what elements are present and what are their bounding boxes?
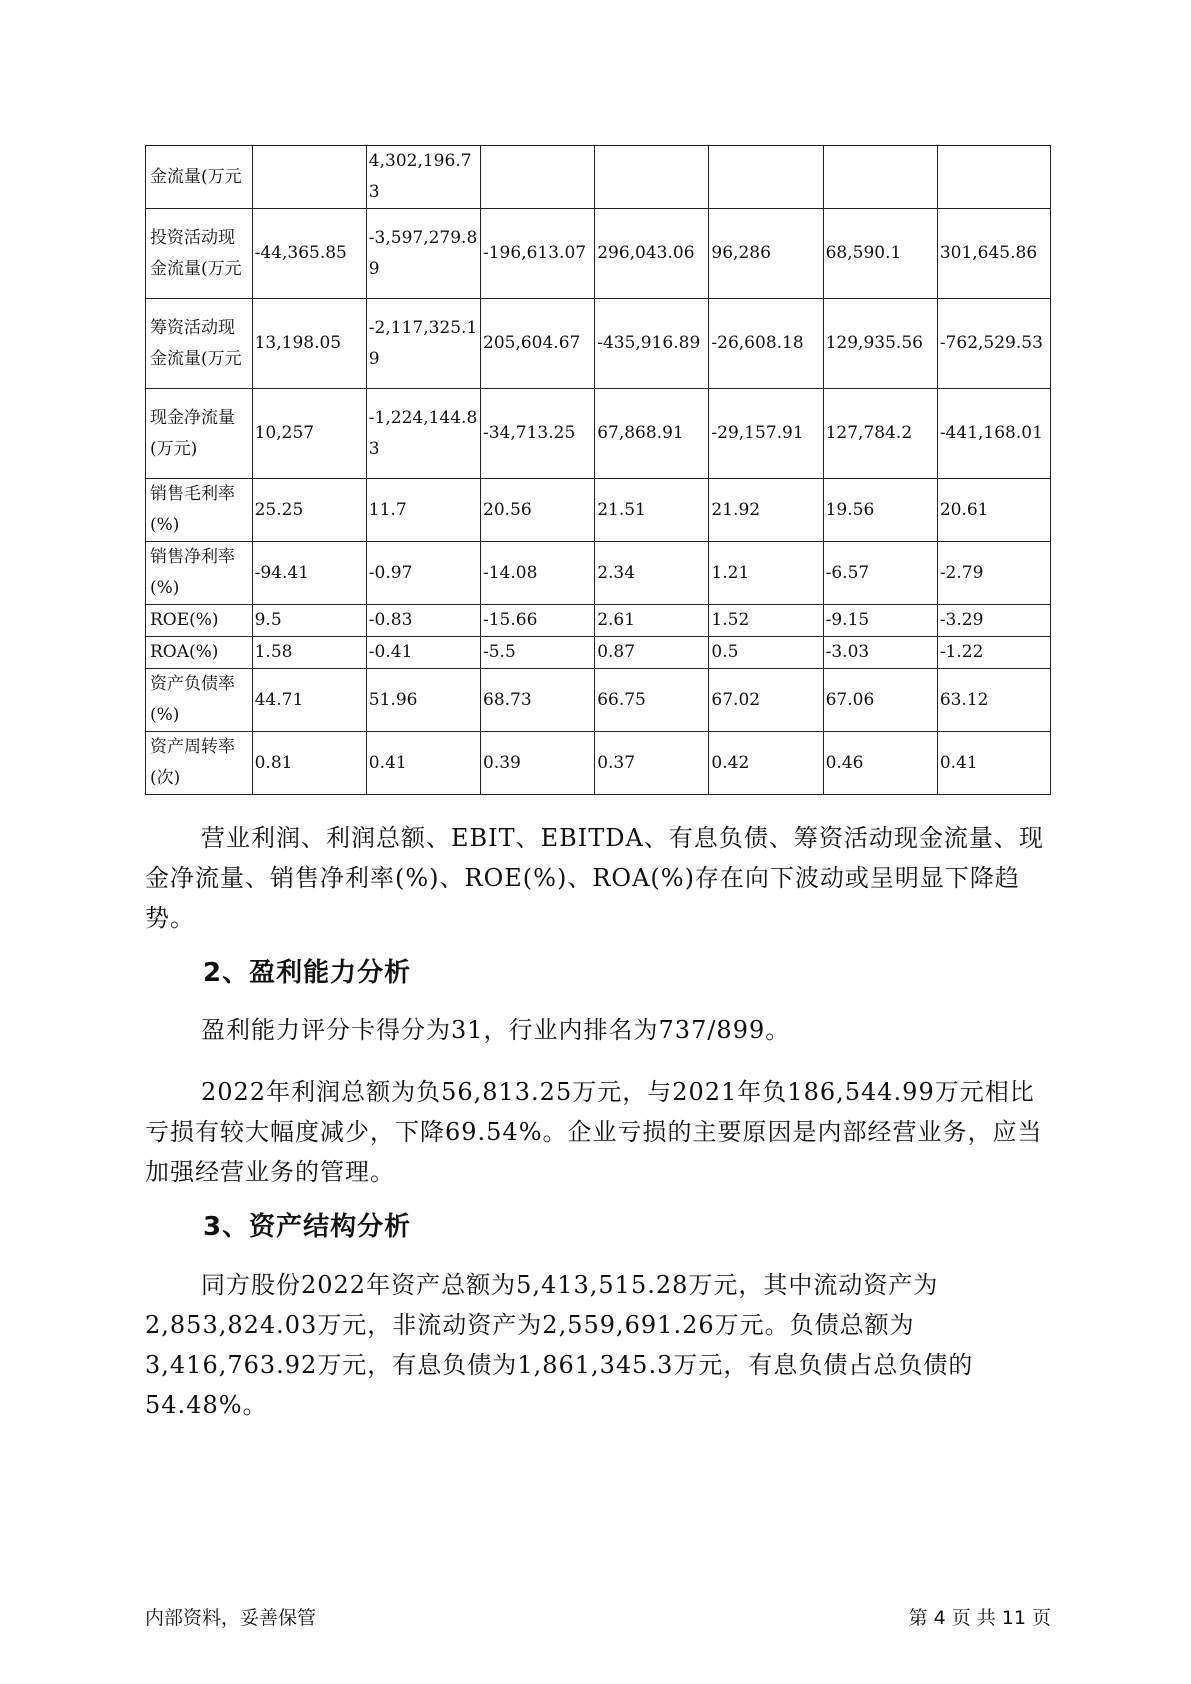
table-cell: 0.46: [823, 732, 937, 795]
table-cell: [595, 146, 709, 209]
table-cell: -0.41: [366, 637, 480, 669]
table-row: [146, 732, 1051, 795]
row-label: 筹资活动现金流量(万元: [146, 299, 253, 389]
table-cell: -44,365.85: [252, 209, 366, 299]
table-cell: 0.42: [709, 732, 823, 795]
table-cell: -435,916.89: [595, 299, 709, 389]
table-cell: 2.61: [595, 605, 709, 637]
table-cell: 67.06: [823, 669, 937, 732]
financial-metrics-table: [145, 145, 1051, 795]
table-cell: 44.71: [252, 669, 366, 732]
table-cell: -1.22: [937, 637, 1050, 669]
table-cell: 63.12: [937, 669, 1050, 732]
table-cell: 9.5: [252, 605, 366, 637]
table-cell: 66.75: [595, 669, 709, 732]
table-row: [146, 637, 1051, 669]
table-cell: 1.58: [252, 637, 366, 669]
trend-paragraph: 营业利润、利润总额、EBIT、EBITDA、有息负债、筹资活动现金流量、现金净流量、销售净利率(%)、ROE(%)、ROA(%)存在向下波动或呈明显下降趋势。: [145, 824, 1044, 932]
table-cell: 67.02: [709, 669, 823, 732]
table-cell: -14.08: [481, 542, 595, 605]
table-cell: 0.37: [595, 732, 709, 795]
row-label: ROA(%): [146, 637, 253, 669]
table-cell: -15.66: [481, 605, 595, 637]
table-cell: 21.51: [595, 479, 709, 542]
profit-paragraph: 2022年利润总额为负56,813.25万元，与2021年负186,544.99万元相比亏损有较大幅度减少，下降69.54%。企业亏损的主要原因是内部经营业务，应当加强经营业务的管理。: [145, 1078, 1043, 1186]
table-cell: 20.61: [937, 479, 1050, 542]
table-cell: -6.57: [823, 542, 937, 605]
table-cell: -26,608.18: [709, 299, 823, 389]
table-cell: 0.41: [366, 732, 480, 795]
table-cell: -0.97: [366, 542, 480, 605]
table-cell: 20.56: [481, 479, 595, 542]
row-label: 资产负债率(%): [146, 669, 253, 732]
table-row: [146, 479, 1051, 542]
table-cell: 68.73: [481, 669, 595, 732]
table-cell: 68,590.1: [823, 209, 937, 299]
table-cell: -34,713.25: [481, 389, 595, 479]
table-cell: 2.34: [595, 542, 709, 605]
table-cell: 0.81: [252, 732, 366, 795]
table-row: [146, 389, 1051, 479]
table-cell: 127,784.2: [823, 389, 937, 479]
table-row: [146, 299, 1051, 389]
table-cell: 1.52: [709, 605, 823, 637]
table-cell: 129,935.56: [823, 299, 937, 389]
table-row: [146, 669, 1051, 732]
table-cell: -441,168.01: [937, 389, 1050, 479]
table-row: [146, 542, 1051, 605]
table-cell: [823, 146, 937, 209]
table-cell: 21.92: [709, 479, 823, 542]
table-cell: -0.83: [366, 605, 480, 637]
table-cell: -29,157.91: [709, 389, 823, 479]
footer-confidential-note: 内部资料，妥善保管: [145, 1607, 317, 1629]
table-cell: 96,286: [709, 209, 823, 299]
table-row: [146, 209, 1051, 299]
table-cell: -1,224,144.83: [366, 389, 480, 479]
table-cell: 11.7: [366, 479, 480, 542]
table-cell: 0.41: [937, 732, 1050, 795]
table-cell: -2,117,325.19: [366, 299, 480, 389]
table-cell: 51.96: [366, 669, 480, 732]
table-cell: 13,198.05: [252, 299, 366, 389]
row-label: 投资活动现金流量(万元: [146, 209, 253, 299]
table-cell: [709, 146, 823, 209]
table-cell: 0.39: [481, 732, 595, 795]
row-label: 资产周转率(次): [146, 732, 253, 795]
section-heading-profitability: 2、盈利能力分析: [203, 958, 412, 988]
row-label: ROE(%): [146, 605, 253, 637]
table-cell: -196,613.07: [481, 209, 595, 299]
asset-paragraph: 同方股份2022年资产总额为5,413,515.28万元，其中流动资产为2,853,824.03万元，非流动资产为2,559,691.26万元。负债总额为3,416,763.92万元，有息负债为1,861,345.3万元，有息负债占总负债的54.48%。: [145, 1271, 974, 1419]
table-cell: -2.79: [937, 542, 1050, 605]
table-cell: 0.5: [709, 637, 823, 669]
table-cell: -3.29: [937, 605, 1050, 637]
table-cell: 205,604.67: [481, 299, 595, 389]
table-cell: -3.03: [823, 637, 937, 669]
table-cell: -94.41: [252, 542, 366, 605]
table-cell: -9.15: [823, 605, 937, 637]
table-cell: -762,529.53: [937, 299, 1050, 389]
table-cell: 10,257: [252, 389, 366, 479]
table-row: [146, 605, 1051, 637]
row-label: 金流量(万元: [146, 146, 253, 209]
table-cell: 4,302,196.73: [366, 146, 480, 209]
table-cell: [252, 146, 366, 209]
section-heading-asset-structure: 3、资产结构分析: [203, 1212, 412, 1242]
table-cell: 301,645.86: [937, 209, 1050, 299]
table-cell: -3,597,279.89: [366, 209, 480, 299]
table-cell: [481, 146, 595, 209]
row-label: 销售净利率(%): [146, 542, 253, 605]
table-cell: 1.21: [709, 542, 823, 605]
table-cell: 296,043.06: [595, 209, 709, 299]
table-cell: 0.87: [595, 637, 709, 669]
row-label: 销售毛利率(%): [146, 479, 253, 542]
footer-page-number: 第 4 页 共 11 页: [908, 1607, 1051, 1629]
table-cell: 19.56: [823, 479, 937, 542]
score-paragraph: 盈利能力评分卡得分为31，行业内排名为737/899。: [201, 1016, 791, 1044]
table-cell: 25.25: [252, 479, 366, 542]
table-row: [146, 146, 1051, 209]
table-cell: 67,868.91: [595, 389, 709, 479]
table-cell: -5.5: [481, 637, 595, 669]
table-cell: [937, 146, 1050, 209]
row-label: 现金净流量(万元): [146, 389, 253, 479]
